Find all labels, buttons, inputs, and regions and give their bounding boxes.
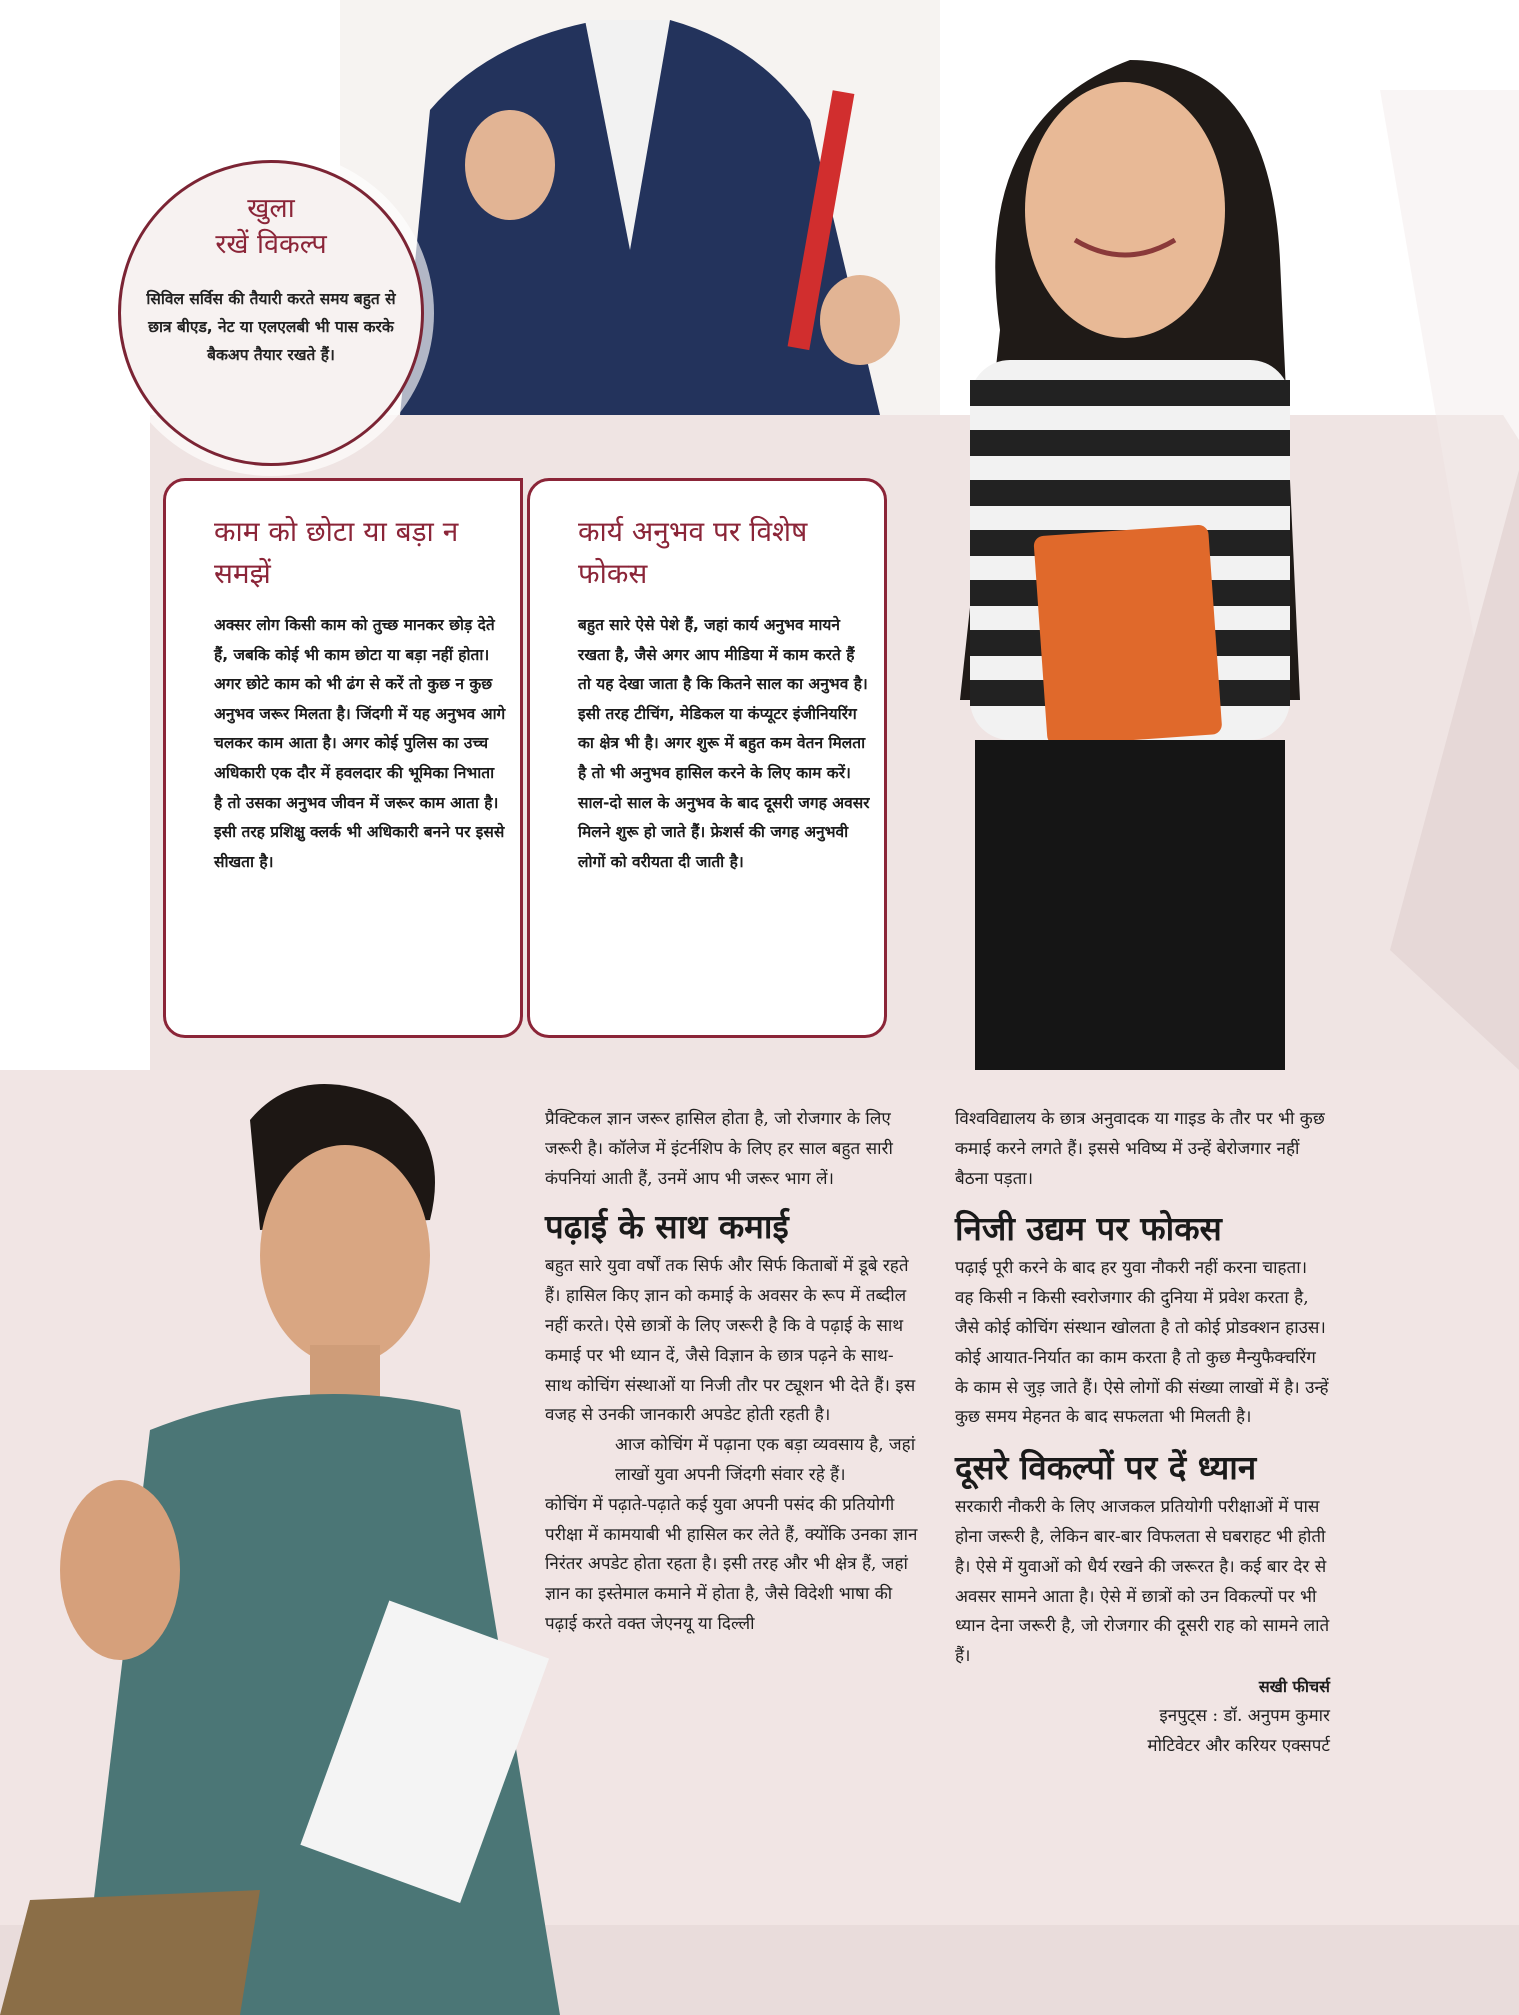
photo-man-ok-gesture — [340, 0, 940, 415]
middle-para-3: कोचिंग में पढ़ाते-पढ़ाते कई युवा अपनी पसंद की प्रतियोगी परीक्षा में कामयाबी भी हासिल कर लेते हैं, क्योंकि उनका ज्ञान निरंतर अपडेट होता रहता है। इसी तरह और भी क्षेत्र हैं, जहां ज्ञान का इस्तेमाल कमाने में होता है, जैसे विदेशी भाषा की पढ़ाई करते वक्त जेएनयू या दिल्ली — [545, 1494, 918, 1634]
box-right-body: बहुत सारे ऐसे पेशे हैं, जहां कार्य अनुभव मायने रखता है, जैसे अगर आप मीडिया में काम करते हैं तो यह देखा जाता है कि कितने साल का अनुभव है। इसी तरह टीचिंग, मेडिकल या कंप्यूटर इंजीनियरिंग का क्षेत्र भी है। अगर शुरू में बहुत कम वेतन मिलता है तो भी अनुभव हासिल करने के लिए काम करें। साल-दो साल के अनुभव के बाद दूसरी जगह अवसर मिलने शुरू हो जाते हैं। फ्रेशर्स की जगह अनुभवी लोगों को वरीयता दी जाती है। — [578, 616, 870, 871]
middle-intro: प्रैक्टिकल ज्ञान जरूर हासिल होता है, जो रोजगार के लिए जरूरी है। कॉलेज में इंटर्नशिप के लिए हर साल बहुत सारी कंपनियां आती हैं, उनमें आप भी जरूर भाग लें। — [545, 1109, 893, 1189]
right-para-1: पढ़ाई पूरी करने के बाद हर युवा नौकरी नहीं करना चाहता। वह किसी न किसी स्वरोजगार की दुनिया में प्रवेश करता है, जैसे कोई कोचिंग संस्थान खोलता है तो कोई प्रोडक्शन हाउस। कोई आयात-निर्यात का काम करता है तो कुछ मैन्युफैक्चरिंग के काम से जुड़ जाते हैं। ऐसे लोगों की संख्या लाखों में है। उन्हें कुछ समय मेहनत के बाद सफलता भी मिलती है। — [955, 1258, 1329, 1428]
right-para-2: सरकारी नौकरी के लिए आजकल प्रतियोगी परीक्षाओं में पास होना जरूरी है, लेकिन बार-बार विफलता से घबराहट भी होती है। ऐसे में युवाओं को धैर्य रखने की जरूरत है। कई बार देर से अवसर सामने आता है। ऐसे में छात्रों को उन विकल्पों पर भी ध्यान देना जरूरी है, जो रोजगार की दूसरी राह को सामने लाते हैं। — [955, 1497, 1330, 1667]
inputs-line-1: इनपुट्स : डॉ. अनुपम कुमार — [1159, 1705, 1330, 1726]
right-intro: विश्वविद्यालय के छात्र अनुवादक या गाइड के तौर पर भी कुछ कमाई करने लगते हैं। इससे भविष्य में उन्हें बेरोजगार नहीं बैठना पड़ता। — [955, 1109, 1325, 1189]
article-column-middle — [545, 1105, 920, 1640]
inputs-line-2: मोटिवेटर और करियर एक्सपर्ट — [1147, 1735, 1330, 1756]
article-column-right — [955, 1105, 1330, 1761]
photo-girl-with-books — [880, 0, 1360, 1070]
callout-title-line2: रखें विकल्प — [215, 229, 327, 260]
middle-para-1: बहुत सारे युवा वर्षों तक सिर्फ और सिर्फ किताबों में डूबे रहते हैं। हासिल किए ज्ञान को कमाई के अवसर के रूप में तब्दील नहीं करते। ऐसे छात्रों के लिए जरूरी है कि वे पढ़ाई के साथ कमाई पर भी ध्यान दें, जैसे विज्ञान के छात्र पढ़ने के साथ-साथ कोचिंग संस्थाओं या निजी तौर पर ट्यूशन भी देते हैं। इस वजह से उनकी जानकारी अपडेट होती रहती है। — [545, 1256, 916, 1426]
box-left-title: काम को छोटा या बड़ा न समझें — [214, 515, 459, 590]
middle-para-2: आज कोचिंग में पढ़ाना एक बड़ा व्यवसाय है, जहां लाखों युवा अपनी जिंदगी संवार रहे हैं। — [615, 1435, 916, 1485]
box-left-body: अक्सर लोग किसी काम को तुच्छ मानकर छोड़ देते हैं, जबकि कोई भी काम छोटा या बड़ा नहीं होता। अगर छोटे काम को भी ढंग से करें तो कुछ न कुछ अनुभव जरूर मिलता है। जिंदगी में यह अनुभव आगे चलकर काम आता है। अगर कोई पुलिस का उच्च अधिकारी एक दौर में हवलदार की भूमिका निभाता है तो उसका अनुभव जीवन में जरूर काम आता है। इसी तरह प्रशिक्षु क्लर्क भी अधिकारी बनने पर इससे सीखता है। — [214, 616, 506, 871]
heading-other-options: दूसरे विकल्पों पर दें ध्यान — [955, 1448, 1257, 1488]
info-box-left — [163, 478, 523, 1038]
callout-title — [121, 191, 421, 263]
callout-body: सिविल सर्विस की तैयारी करते समय बहुत से छात्र बीएड, नेट या एलएलबी भी पास करके बैकअप तैयार रखते हैं। — [146, 290, 396, 364]
photo-boy-thumbs-up — [0, 1060, 560, 2015]
callout-circle — [118, 160, 424, 466]
heading-earning-while-studying: पढ़ाई के साथ कमाई — [545, 1207, 789, 1247]
box-right-title: कार्य अनुभव पर विशेष फोकस — [578, 515, 808, 590]
credit-line: सखी फीचर्स — [1258, 1676, 1330, 1696]
info-box-right — [527, 478, 887, 1038]
heading-private-enterprise: निजी उद्यम पर फोकस — [955, 1209, 1222, 1249]
callout-title-line1: खुला — [247, 193, 295, 224]
